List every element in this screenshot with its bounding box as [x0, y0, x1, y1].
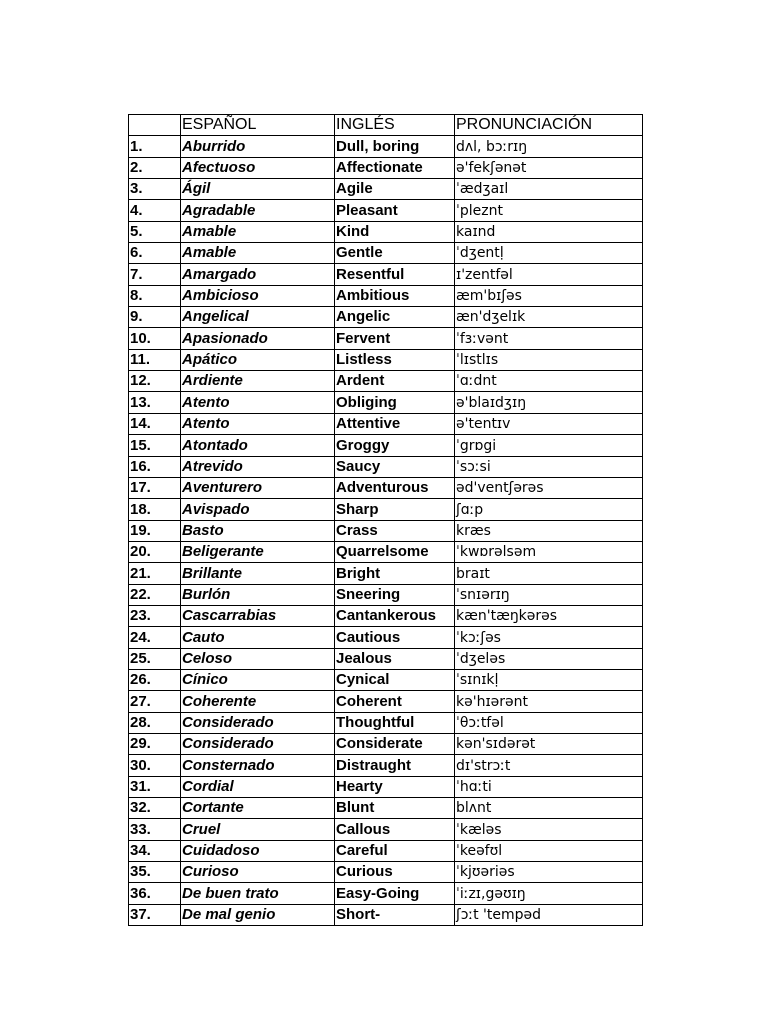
spanish-word: Cascarrabias — [181, 605, 335, 626]
spanish-word: Consternado — [181, 755, 335, 776]
table-row — [129, 435, 643, 456]
row-number: 31. — [129, 776, 181, 797]
table-row — [129, 413, 643, 434]
pronunciation: ˈlɪstlɪs — [455, 349, 643, 370]
table-row — [129, 221, 643, 242]
pronunciation: kræs — [455, 520, 643, 541]
english-word: Affectionate — [335, 157, 455, 178]
spanish-word: Aventurero — [181, 477, 335, 498]
row-number: 22. — [129, 584, 181, 605]
english-word: Saucy — [335, 456, 455, 477]
table-row — [129, 584, 643, 605]
row-number: 28. — [129, 712, 181, 733]
row-number: 9. — [129, 307, 181, 328]
row-number: 29. — [129, 733, 181, 754]
pronunciation: æm'bɪʃəs — [455, 285, 643, 306]
table-row — [129, 904, 643, 925]
english-word: Blunt — [335, 798, 455, 819]
pronunciation: ə'blaɪdʒɪŋ — [455, 392, 643, 413]
spanish-word: Atrevido — [181, 456, 335, 477]
english-word: Resentful — [335, 264, 455, 285]
table-row — [129, 798, 643, 819]
pronunciation: kaɪnd — [455, 221, 643, 242]
pronunciation: ˈiːzɪ,gəʊɪŋ — [455, 883, 643, 904]
english-word: Angelic — [335, 307, 455, 328]
table-row — [129, 157, 643, 178]
pronunciation: blʌnt — [455, 798, 643, 819]
spanish-word: Afectuoso — [181, 157, 335, 178]
spanish-word: Apasionado — [181, 328, 335, 349]
row-number: 3. — [129, 179, 181, 200]
spanish-word: Basto — [181, 520, 335, 541]
spanish-word: Cruel — [181, 819, 335, 840]
row-number: 30. — [129, 755, 181, 776]
table-row — [129, 605, 643, 626]
pronunciation: ˈθɔːtfəl — [455, 712, 643, 733]
pronunciation: ə'tentɪv — [455, 413, 643, 434]
english-word: Crass — [335, 520, 455, 541]
pronunciation: əd'ventʃərəs — [455, 477, 643, 498]
table-header-row — [129, 115, 643, 136]
header-spanish: ESPAÑOL — [181, 115, 335, 136]
pronunciation: æn'dʒelɪk — [455, 307, 643, 328]
spanish-word: Atento — [181, 392, 335, 413]
english-word: Obliging — [335, 392, 455, 413]
table-row — [129, 371, 643, 392]
pronunciation: dʌl, bɔːrɪŋ — [455, 136, 643, 157]
row-number: 25. — [129, 648, 181, 669]
spanish-word: Avispado — [181, 499, 335, 520]
row-number: 37. — [129, 904, 181, 925]
spanish-word: Considerado — [181, 712, 335, 733]
spanish-word: Ambicioso — [181, 285, 335, 306]
pronunciation: ˈædʒaɪl — [455, 179, 643, 200]
english-word: Groggy — [335, 435, 455, 456]
spanish-word: Brillante — [181, 563, 335, 584]
pronunciation: ˈkɔːʃəs — [455, 627, 643, 648]
pronunciation: kə'hɪərənt — [455, 691, 643, 712]
pronunciation: ˈsɔːsi — [455, 456, 643, 477]
row-number: 35. — [129, 862, 181, 883]
spanish-word: Cordial — [181, 776, 335, 797]
english-word: Considerate — [335, 733, 455, 754]
pronunciation: ˈkwɒrəlsəm — [455, 541, 643, 562]
english-word: Cautious — [335, 627, 455, 648]
table-row — [129, 733, 643, 754]
table-row — [129, 669, 643, 690]
spanish-word: Atento — [181, 413, 335, 434]
table-row — [129, 285, 643, 306]
pronunciation: ˈɑːdnt — [455, 371, 643, 392]
row-number: 7. — [129, 264, 181, 285]
table-row — [129, 477, 643, 498]
english-word: Listless — [335, 349, 455, 370]
pronunciation: ˈsnɪərɪŋ — [455, 584, 643, 605]
row-number: 10. — [129, 328, 181, 349]
pronunciation: ˈhɑːti — [455, 776, 643, 797]
table-row — [129, 862, 643, 883]
english-word: Ardent — [335, 371, 455, 392]
pronunciation: ˈkæləs — [455, 819, 643, 840]
pronunciation: ʃɑːp — [455, 499, 643, 520]
english-word: Cantankerous — [335, 605, 455, 626]
table-row — [129, 136, 643, 157]
english-word: Gentle — [335, 243, 455, 264]
spanish-word: Cínico — [181, 669, 335, 690]
english-word: Attentive — [335, 413, 455, 434]
row-number: 33. — [129, 819, 181, 840]
row-number: 20. — [129, 541, 181, 562]
table-row — [129, 499, 643, 520]
table-row — [129, 712, 643, 733]
english-word: Callous — [335, 819, 455, 840]
spanish-word: Amable — [181, 221, 335, 242]
english-word: Coherent — [335, 691, 455, 712]
row-number: 24. — [129, 627, 181, 648]
table-row — [129, 755, 643, 776]
pronunciation: kæn'tæŋkərəs — [455, 605, 643, 626]
spanish-word: Ágil — [181, 179, 335, 200]
spanish-word: Aburrido — [181, 136, 335, 157]
table-row — [129, 264, 643, 285]
row-number: 1. — [129, 136, 181, 157]
table-row — [129, 691, 643, 712]
spanish-word: Ardiente — [181, 371, 335, 392]
spanish-word: De buen trato — [181, 883, 335, 904]
row-number: 34. — [129, 840, 181, 861]
row-number: 18. — [129, 499, 181, 520]
row-number: 12. — [129, 371, 181, 392]
pronunciation: ˈkjʊəriəs — [455, 862, 643, 883]
row-number: 17. — [129, 477, 181, 498]
row-number: 27. — [129, 691, 181, 712]
table-row — [129, 883, 643, 904]
pronunciation: ɪ'zentfəl — [455, 264, 643, 285]
spanish-word: Curioso — [181, 862, 335, 883]
english-word: Curious — [335, 862, 455, 883]
english-word: Sneering — [335, 584, 455, 605]
spanish-word: De mal genio — [181, 904, 335, 925]
english-word: Sharp — [335, 499, 455, 520]
english-word: Kind — [335, 221, 455, 242]
table-row — [129, 541, 643, 562]
table-row — [129, 819, 643, 840]
row-number: 32. — [129, 798, 181, 819]
pronunciation: ˈgrɒgi — [455, 435, 643, 456]
header-pronunciation: PRONUNCIACIÓN — [455, 115, 643, 136]
table-row — [129, 840, 643, 861]
pronunciation: ˈfɜːvənt — [455, 328, 643, 349]
table-row — [129, 349, 643, 370]
pronunciation: ə'fekʃənət — [455, 157, 643, 178]
row-number: 2. — [129, 157, 181, 178]
row-number: 21. — [129, 563, 181, 584]
table-row — [129, 200, 643, 221]
row-number: 19. — [129, 520, 181, 541]
spanish-word: Cauto — [181, 627, 335, 648]
english-word: Careful — [335, 840, 455, 861]
table-row — [129, 179, 643, 200]
pronunciation: ʃɔːt 'tempəd — [455, 904, 643, 925]
english-word: Thoughtful — [335, 712, 455, 733]
spanish-word: Considerado — [181, 733, 335, 754]
pronunciation: ˈsɪnɪkḷ — [455, 669, 643, 690]
pronunciation: dɪ'strɔːt — [455, 755, 643, 776]
spanish-word: Angelical — [181, 307, 335, 328]
spanish-word: Apático — [181, 349, 335, 370]
english-word: Quarrelsome — [335, 541, 455, 562]
english-word: Distraught — [335, 755, 455, 776]
table-row — [129, 776, 643, 797]
spanish-word: Coherente — [181, 691, 335, 712]
table-row — [129, 328, 643, 349]
spanish-word: Cortante — [181, 798, 335, 819]
pronunciation: ˈkeəfʊl — [455, 840, 643, 861]
vocabulary-table — [128, 114, 643, 926]
row-number: 16. — [129, 456, 181, 477]
spanish-word: Beligerante — [181, 541, 335, 562]
english-word: Jealous — [335, 648, 455, 669]
table-row — [129, 243, 643, 264]
table-row — [129, 563, 643, 584]
pronunciation: ˈdʒentḷ — [455, 243, 643, 264]
pronunciation: ˈdʒeləs — [455, 648, 643, 669]
english-word: Agile — [335, 179, 455, 200]
spanish-word: Amargado — [181, 264, 335, 285]
row-number: 14. — [129, 413, 181, 434]
table-row — [129, 456, 643, 477]
spanish-word: Agradable — [181, 200, 335, 221]
table-row — [129, 627, 643, 648]
header-english: INGLÉS — [335, 115, 455, 136]
header-number — [129, 115, 181, 136]
row-number: 23. — [129, 605, 181, 626]
row-number: 11. — [129, 349, 181, 370]
pronunciation: kən'sɪdərət — [455, 733, 643, 754]
english-word: Adventurous — [335, 477, 455, 498]
row-number: 26. — [129, 669, 181, 690]
table-row — [129, 392, 643, 413]
spanish-word: Amable — [181, 243, 335, 264]
row-number: 15. — [129, 435, 181, 456]
english-word: Cynical — [335, 669, 455, 690]
english-word: Hearty — [335, 776, 455, 797]
spanish-word: Burlón — [181, 584, 335, 605]
english-word: Pleasant — [335, 200, 455, 221]
table-row — [129, 648, 643, 669]
spanish-word: Celoso — [181, 648, 335, 669]
english-word: Short- — [335, 904, 455, 925]
english-word: Ambitious — [335, 285, 455, 306]
english-word: Easy-Going — [335, 883, 455, 904]
row-number: 36. — [129, 883, 181, 904]
english-word: Dull, boring — [335, 136, 455, 157]
pronunciation: braɪt — [455, 563, 643, 584]
table-row — [129, 520, 643, 541]
english-word: Fervent — [335, 328, 455, 349]
row-number: 4. — [129, 200, 181, 221]
spanish-word: Atontado — [181, 435, 335, 456]
row-number: 6. — [129, 243, 181, 264]
row-number: 5. — [129, 221, 181, 242]
pronunciation: ˈpleznt — [455, 200, 643, 221]
english-word: Bright — [335, 563, 455, 584]
row-number: 13. — [129, 392, 181, 413]
spanish-word: Cuidadoso — [181, 840, 335, 861]
table-row — [129, 307, 643, 328]
row-number: 8. — [129, 285, 181, 306]
